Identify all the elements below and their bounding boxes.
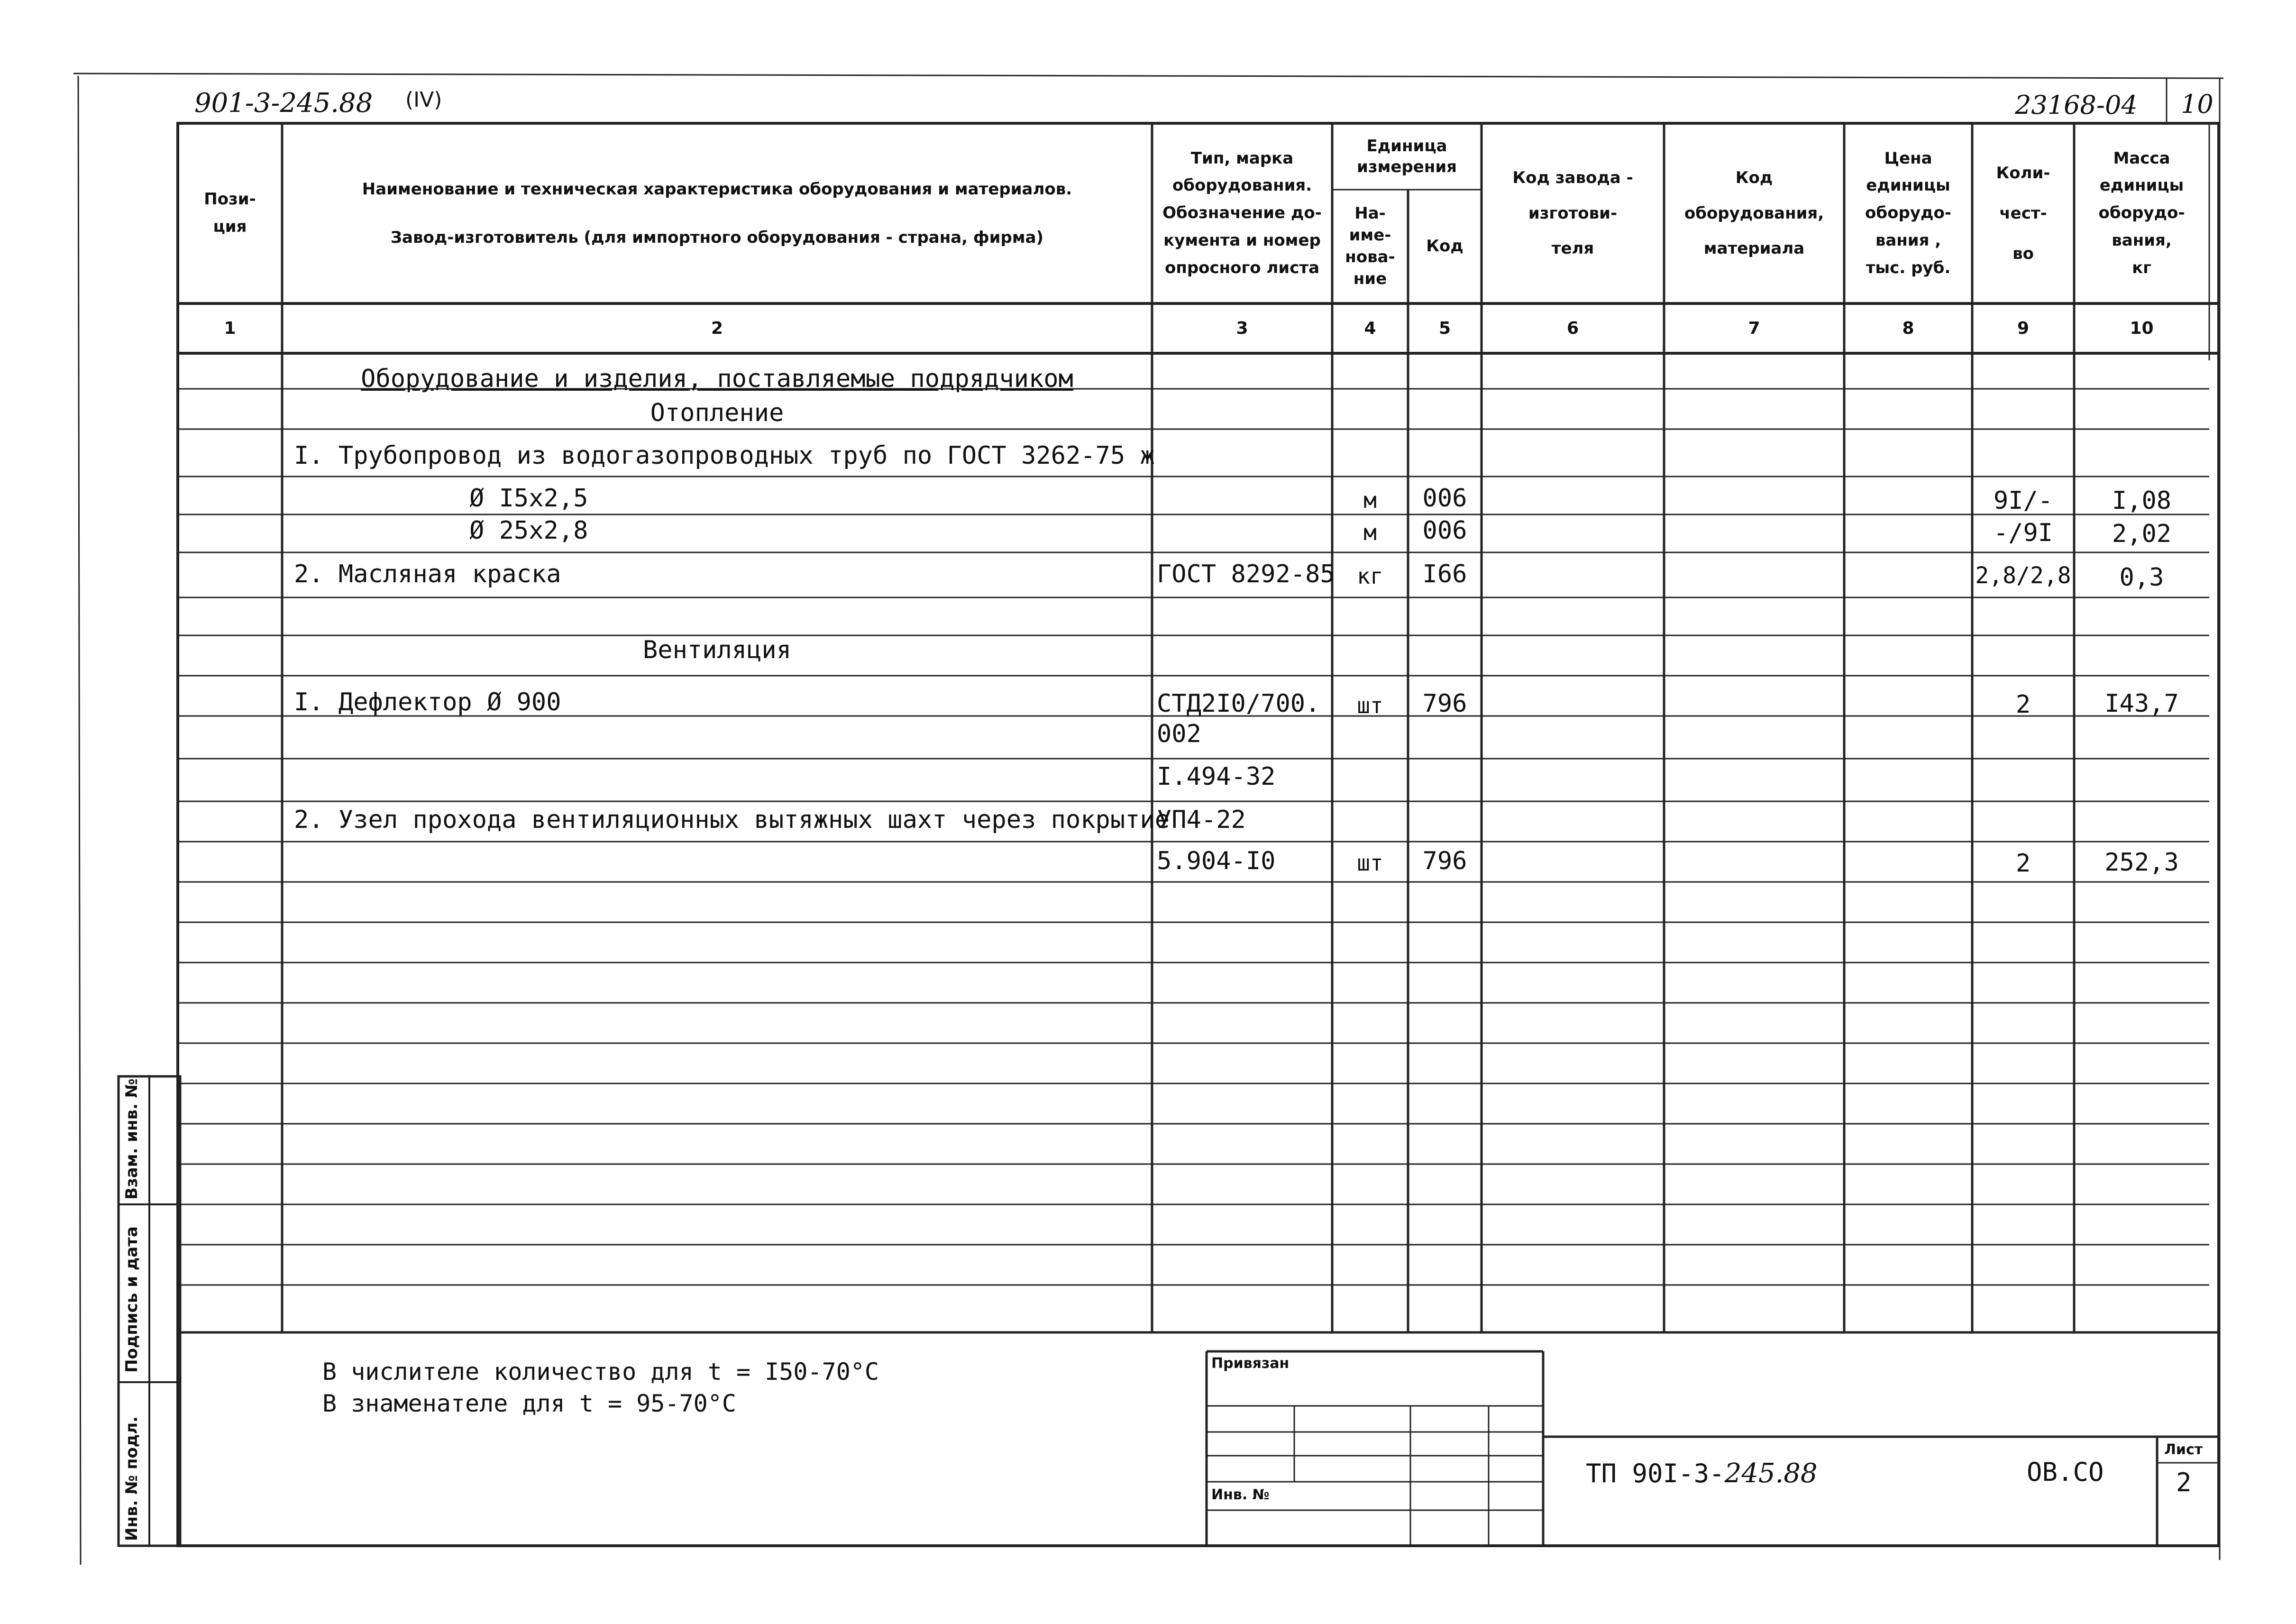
unit-name: м — [1363, 487, 1377, 513]
header-unit-group: Единица измерения — [1357, 136, 1457, 176]
colnum-1: 1 — [224, 319, 236, 338]
note-denominator: В знаменателе для t = 95-70°С — [322, 1390, 736, 1417]
header-position: Пози- ция — [204, 190, 256, 236]
quantity: -/9I — [1993, 519, 2053, 547]
note-numerator: В числителе количество для t = I50-70°С — [322, 1358, 879, 1385]
type-designation: 5.904-I0 — [1157, 847, 1276, 875]
mass: 252,3 — [2104, 848, 2179, 877]
colnum-2: 2 — [711, 319, 723, 338]
header-unit-code: Код — [1426, 237, 1464, 256]
unit-name: м — [1363, 520, 1377, 545]
unit-name: кг — [1357, 563, 1383, 589]
section-title-contractor-equipment: Оборудование и изделия, поставляемые подрядчиком — [361, 365, 1073, 393]
unit-code: 796 — [1422, 847, 1467, 875]
unit-name: шт — [1357, 693, 1383, 718]
colnum-9: 9 — [2017, 319, 2030, 338]
type-designation: СТД2I0/700. — [1157, 689, 1320, 718]
header-unit-name: На- име- нова- ние — [1345, 204, 1395, 288]
quantity: 9I/- — [1993, 486, 2053, 515]
quantity: 2 — [2015, 690, 2031, 719]
stamp-inv-label: Инв. № — [1211, 1486, 1270, 1503]
type-designation: I.494-32 — [1157, 762, 1276, 791]
item-name-shaft-passage: 2. Узел прохода вентиляционных вытяжных шахт через покрытие — [294, 806, 1170, 834]
type-designation: 002 — [1157, 720, 1201, 748]
colnum-5: 5 — [1438, 319, 1451, 338]
item-name-deflector: I. Дефлектор Ø 900 — [294, 688, 561, 716]
header-name: Наименование и техническая характеристика оборудования и материалов. Завод-изготовитель (для импортного оборудования - страна, фирма) — [362, 179, 1072, 247]
side-label-signature-date: Подпись и дата — [122, 1226, 141, 1373]
colnum-10: 10 — [2130, 319, 2154, 338]
quantity: 2,8/2,8 — [1975, 562, 2071, 589]
colnum-3: 3 — [1236, 319, 1248, 338]
section-title-heating: Отопление — [650, 399, 784, 427]
colnum-4: 4 — [1364, 319, 1376, 338]
top-right-doc-code: 23168-04 — [2015, 90, 2138, 120]
mass: I,08 — [2112, 486, 2172, 515]
item-name-oil-paint: 2. Масляная краска — [294, 560, 561, 588]
page-corner-number: 10 — [2181, 89, 2214, 119]
type-designation: ГОСТ 8292-85 — [1157, 560, 1335, 588]
unit-code: 006 — [1422, 516, 1467, 545]
item-name-pipe-25: Ø 25x2,8 — [469, 516, 588, 545]
header-price: Цена единицы оборудо- вания , тыс. руб. — [1865, 148, 1951, 277]
stamp-doc-code-prefix: ТП 90I-3- — [1586, 1459, 1725, 1488]
header-factory-code: Код завода - изготови- теля — [1512, 168, 1633, 258]
item-name-pipe-15: Ø I5x2,5 — [469, 484, 588, 513]
item-name-pipeline: I. Трубопровод из водогазопроводных труб по ГОСТ 3262-75 ж — [294, 441, 1155, 470]
header-type: Тип, марка оборудования. Обозначение до- кумента и номер опросного листа — [1162, 148, 1322, 277]
stamp-doc-code — [1586, 1458, 1818, 1489]
header-equipment-code: Код оборудования, материала — [1684, 168, 1824, 258]
colnum-7: 7 — [1748, 319, 1760, 338]
stamp-doc-code-hand: 245.88 — [1724, 1458, 1818, 1489]
type-designation: УП4-22 — [1157, 806, 1246, 834]
unit-code: 796 — [1422, 689, 1467, 718]
top-left-volume-mark: (IV) — [405, 88, 442, 112]
stamp-sheet-label: Лист — [2164, 1441, 2203, 1458]
top-left-doc-code: 901-3-245.88 — [194, 88, 373, 119]
quantity: 2 — [2015, 849, 2031, 878]
colnum-6: 6 — [1566, 319, 1579, 338]
stamp-sheet-number: 2 — [2176, 1468, 2192, 1497]
section-title-ventilation: Вентиляция — [642, 636, 792, 664]
header-quantity: Коли- чест- во — [1996, 163, 2050, 263]
stamp-section: ОВ.СО — [2027, 1457, 2104, 1487]
mass: 0,3 — [2119, 563, 2164, 592]
header-mass: Масса единицы оборудо- вания, кг — [2098, 148, 2185, 277]
unit-code: 006 — [1422, 484, 1467, 513]
stamp-bound-label: Привязан — [1211, 1355, 1290, 1372]
unit-code: I66 — [1422, 560, 1467, 588]
mass: 2,02 — [2112, 520, 2172, 548]
side-label-original-inv: Инв. № подл. — [122, 1416, 141, 1541]
mass: I43,7 — [2104, 689, 2179, 718]
side-label-replace-inv: Взам. инв. № — [122, 1078, 141, 1200]
colnum-8: 8 — [1902, 319, 1914, 338]
unit-name: шт — [1357, 850, 1383, 876]
